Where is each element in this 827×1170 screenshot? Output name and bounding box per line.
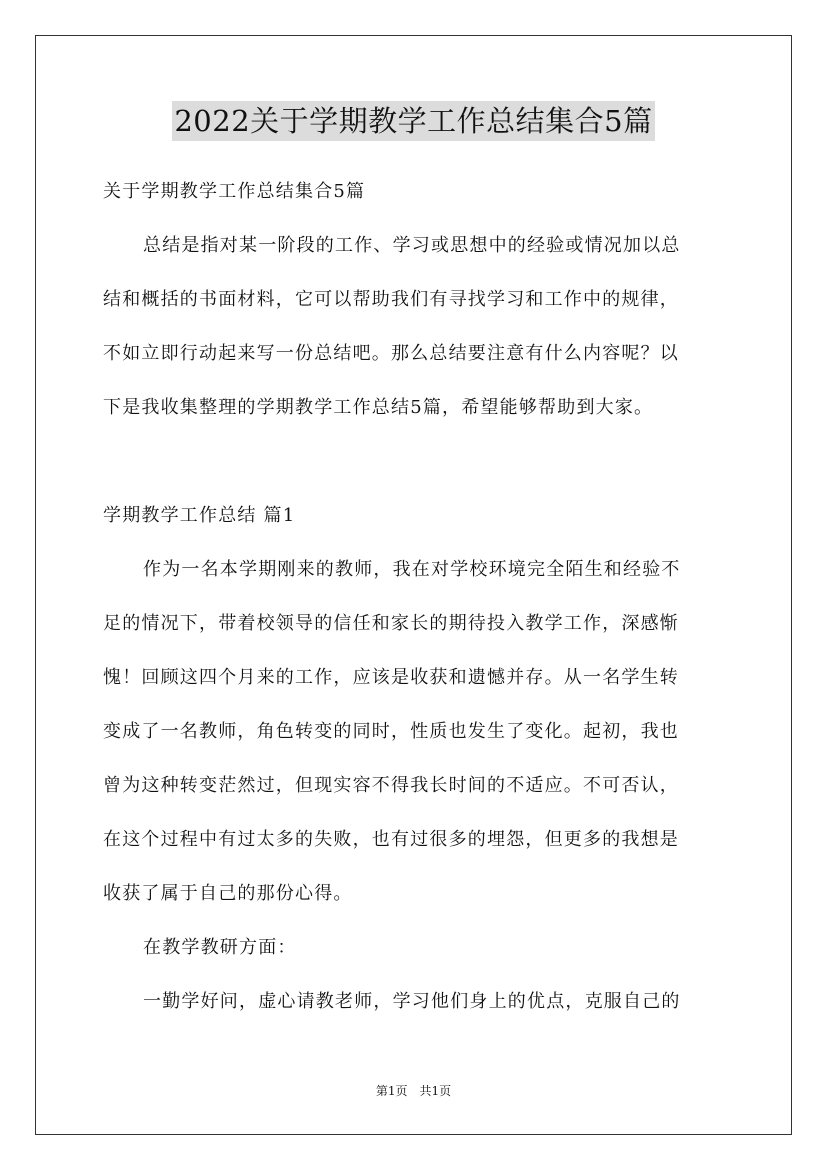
section-heading: 学期教学工作总结 篇1 [103,505,296,526]
paragraph-line: 一勤学好问，虚心请教老师，学习他们身上的优点，克服自己的 [143,991,681,1012]
paragraph-line: 变成了一名教师，角色转变的同时，性质也发生了变化。起初，我也 [103,721,679,742]
document-body [103,165,733,1029]
paragraph-line: 总结是指对某一阶段的工作、学习或思想中的经验或情况加以总 [143,235,681,256]
page-footer [0,1083,827,1099]
paragraph-line: 下是我收集整理的学期教学工作总结5篇，希望能够帮助到大家。 [103,397,654,418]
paragraph-line: 在教学教研方面： [143,937,297,958]
paragraph-line: 收获了属于自己的那份心得。 [103,883,353,904]
paragraph-line: 作为一名本学期刚来的教师，我在对学校环境完全陌生和经验不 [143,559,681,580]
document-title: 2022关于学期教学工作总结集合5篇 [172,101,654,141]
paragraph-line: 结和概括的书面材料，它可以帮助我们有寻找学习和工作中的规律， [103,289,679,310]
document-title-wrapper [0,101,827,141]
subtitle-line: 关于学期教学工作总结集合5篇 [103,181,366,202]
blank-line [103,435,733,489]
paragraph-line: 在这个过程中有过太多的失败，也有过很多的埋怨，但更多的我想是 [103,829,679,850]
paragraph-line: 不如立即行动起来写一份总结吧。那么总结要注意有什么内容呢？以 [103,343,679,364]
page-number: 第1页 共1页 [375,1084,452,1098]
paragraph-line: 愧！回顾这四个月来的工作，应该是收获和遗憾并存。从一名学生转 [103,667,679,688]
paragraph-line: 曾为这种转变茫然过，但现实容不得我长时间的不适应。不可否认， [103,775,679,796]
paragraph-line: 足的情况下，带着校领导的信任和家长的期待投入教学工作，深感惭 [103,613,679,634]
